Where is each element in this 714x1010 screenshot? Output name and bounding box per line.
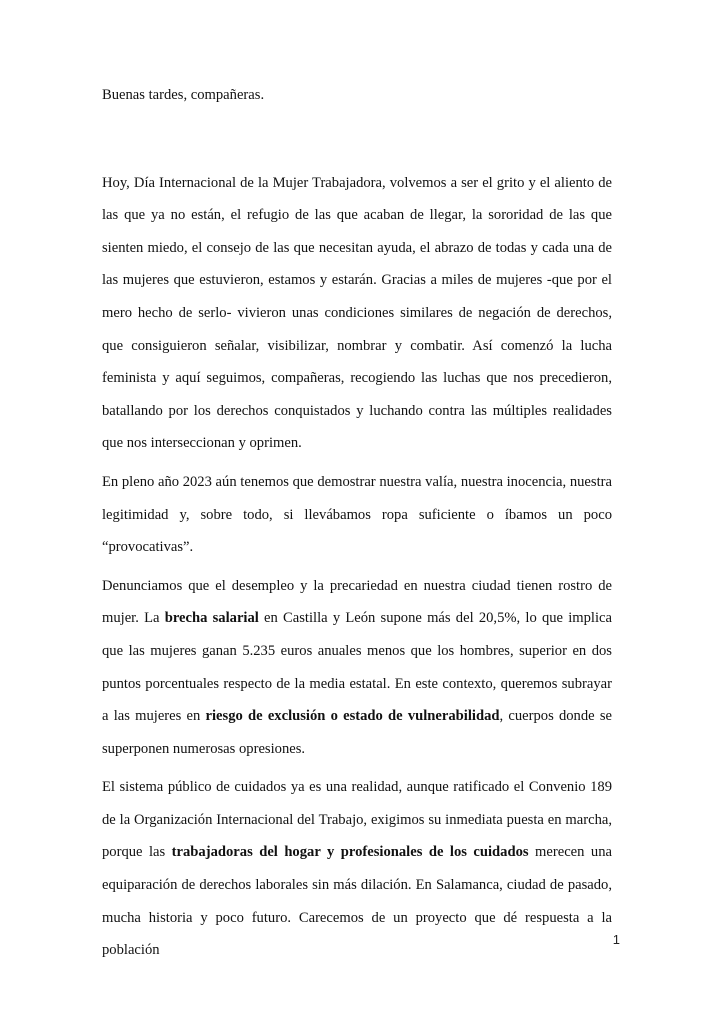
greeting: Buenas tardes, compañeras.: [102, 87, 265, 103]
paragraph-run: Hoy, Día Internacional de la Mujer Trabajadora, volvemos a ser el grito y el aliento de las que ya no están, el refugio de las que acaban de llegar, la sororidad de las que sienten miedo, el consejo de las que necesitan ayuda, el abrazo de todas y cada una de las mujeres que estuvieron, estamos y estarán. Gracias a miles de mujeres -que por el mero hecho de serlo- vivieron unas condiciones similares de negación de derechos, que consiguieron señalar, visibilizar, nombrar y combatir. Así comenzó la lucha feminista y aquí seguimos, compañeras, recogiendo las luchas que nos precedieron, batallando por los derechos conquistados y luchando contra las múltiples realidades que nos interseccionan y oprimen.: [102, 174, 612, 452]
emphasis-brecha-salarial: brecha salarial: [164, 610, 259, 627]
paragraph-run: merecen una equiparación de derechos laborales sin más dilación. En Salamanca, ciudad de pasado, mucha historia y poco futuro. Carecemos de un proyecto que dé respuesta a la población: [102, 844, 612, 959]
emphasis-riesgo-exclusion: riesgo de exclusión o estado de vulnerabilidad: [205, 708, 500, 725]
paragraph-1: [102, 167, 612, 460]
paragraph-run: , cuerpos donde se superponen numerosas opresiones.: [102, 708, 612, 757]
paragraph-run: El sistema público de cuidados ya es una realidad, aunque ratificado el Convenio 189 de la Organización Internacional del Trabajo, exigimos su inmediata puesta en marcha, porque las: [102, 779, 612, 861]
paragraph-run: Denunciamos que el desempleo y la precariedad en nuestra ciudad tienen rostro de mujer. La: [102, 577, 612, 627]
paragraph-run: En pleno año 2023 aún tenemos que demostrar nuestra valía, nuestra inocencia, nuestra legitimidad y, sobre todo, si llevábamos ropa suficiente o íbamos un poco “provocativas”.: [102, 473, 612, 556]
page-number: 1: [612, 932, 620, 947]
text-body: [102, 79, 612, 967]
paragraph-run: en Castilla y León supone más del 20,5%, lo que implica que las mujeres ganan 5.235 euros anuales menos que los hombres, superior en dos puntos porcentuales respecto de la media estatal. En este contexto, queremos subrayar a las mujeres en: [102, 610, 612, 725]
emphasis-trabajadoras-hogar: trabajadoras del hogar y profesionales de los cuidados: [171, 844, 529, 861]
paragraph-4: [102, 771, 612, 967]
paragraph-3: [102, 570, 612, 766]
paragraph-2: [102, 466, 612, 564]
